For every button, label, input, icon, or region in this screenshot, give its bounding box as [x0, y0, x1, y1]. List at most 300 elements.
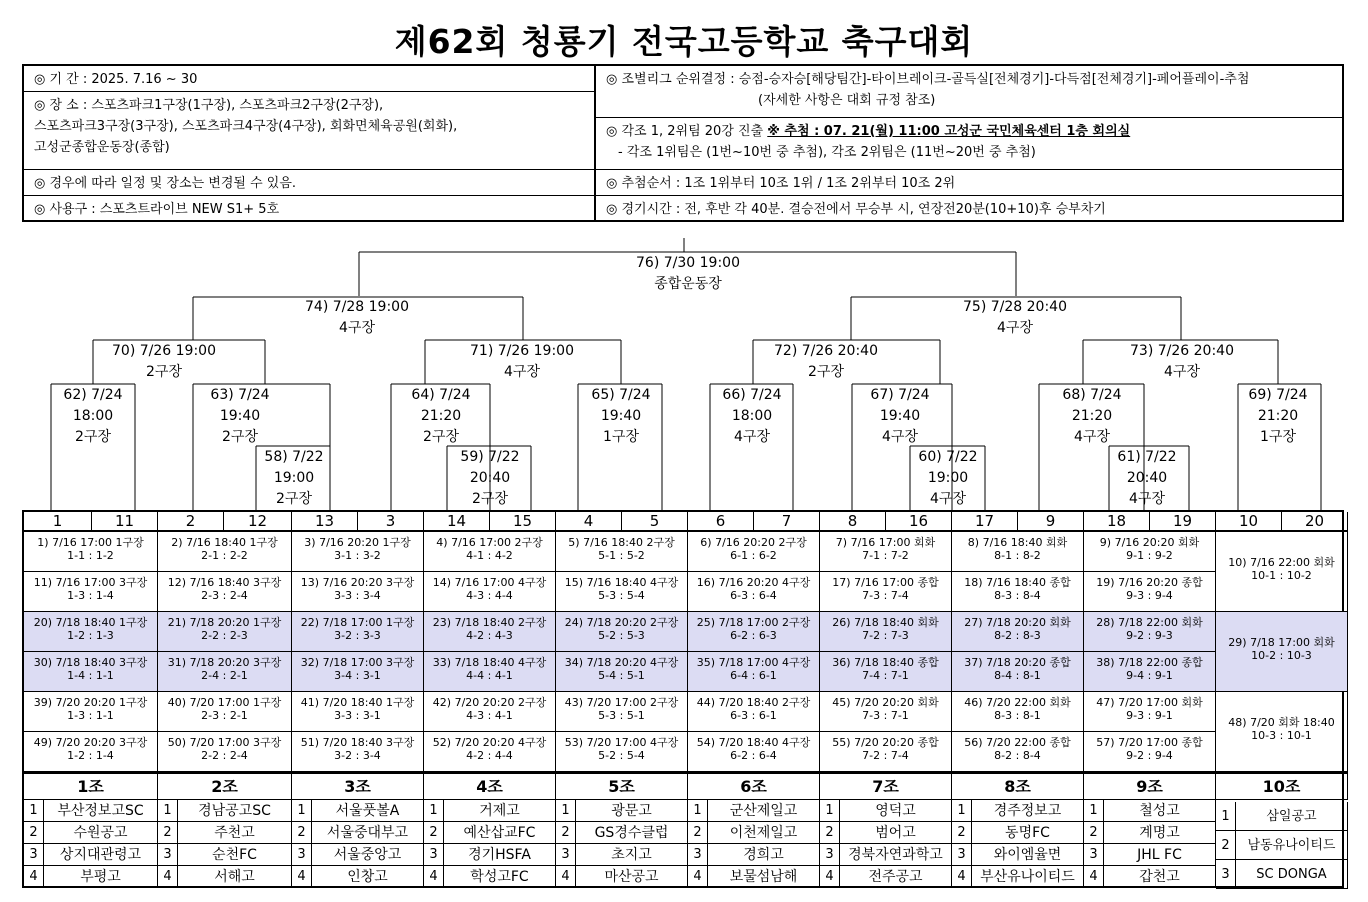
r16-label-6-line1: 67) 7/24	[870, 387, 930, 403]
r16-label-7-line3: 4구장	[1074, 429, 1110, 445]
team-name-text: 서해고	[214, 869, 255, 885]
team-index: 3	[292, 844, 312, 866]
match-teams: 5-4 : 5-1	[598, 669, 645, 682]
match-teams: 4-2 : 4-3	[466, 629, 513, 642]
match-info: 27) 7/18 20:20 회화	[964, 616, 1071, 629]
team-index: 4	[556, 866, 576, 888]
final-label-line2: 종합운동장	[654, 276, 722, 292]
info-advance-line1	[606, 121, 1332, 142]
match-cell	[556, 572, 688, 612]
semi-left-label-line1: 74) 7/28 19:00	[305, 299, 409, 315]
slot-number-text: 15	[512, 512, 533, 530]
match-info: 30) 7/18 18:40 3구장	[33, 656, 148, 669]
group-name: 4조	[476, 777, 503, 796]
team-name	[1236, 802, 1348, 831]
r16-label-4-line3: 1구장	[603, 429, 639, 445]
bracket-slot-number	[358, 512, 424, 532]
match-cell	[424, 532, 556, 572]
team-index: 4	[292, 866, 312, 888]
slot-number-text: 17	[974, 512, 995, 530]
match-info: 15) 7/16 18:40 4구장	[564, 576, 679, 589]
match-info: 48) 7/20 회화 18:40	[1228, 716, 1335, 729]
match-teams: 2-1 : 2-2	[201, 549, 248, 562]
team-name	[444, 844, 556, 866]
group-header	[158, 772, 292, 800]
team-name-text: 거제고	[479, 803, 520, 819]
team-index: 3	[556, 844, 576, 866]
bracket-slot-number	[886, 512, 952, 532]
match-info: 42) 7/20 20:20 2구장	[432, 696, 547, 709]
quarter-label-4-line2: 4구장	[1164, 364, 1200, 380]
team-name-text: 마산공고	[604, 869, 659, 885]
team-name	[1236, 831, 1348, 860]
team-name	[1236, 860, 1348, 889]
match-teams: 3-3 : 3-1	[334, 709, 381, 722]
match-info: 22) 7/18 17:00 1구장	[300, 616, 415, 629]
match-teams: 5-3 : 5-1	[598, 709, 645, 722]
bracket-slot-number	[754, 512, 820, 532]
match-info: 37) 7/18 20:20 종합	[964, 656, 1071, 669]
team-index: 3	[424, 844, 444, 866]
slot-number-text: 14	[446, 512, 467, 530]
match-cell	[24, 652, 158, 692]
match-cell	[820, 652, 952, 692]
team-name-text: 서울중앙고	[333, 847, 402, 863]
match-teams: 6-3 : 6-4	[730, 589, 777, 602]
team-name-text: 동명FC	[1005, 825, 1050, 841]
r16-label-3-line2: 21:20	[420, 408, 462, 424]
team-name-text: JHL FC	[1137, 847, 1182, 863]
match-cell	[952, 572, 1084, 612]
match-cell	[158, 692, 292, 732]
match-cell	[24, 532, 158, 572]
team-name-text: 군산제일고	[729, 803, 798, 819]
r20-label-2-line1: 59) 7/22	[460, 449, 520, 465]
team-index: 1	[158, 800, 178, 822]
group-header	[820, 772, 952, 800]
slot-number-text: 19	[1172, 512, 1193, 530]
match-info: 45) 7/20 20:20 회화	[832, 696, 939, 709]
match-cell	[1084, 612, 1216, 652]
r16-label-3-line3: 2구장	[423, 429, 459, 445]
final-label-line1: 76) 7/30 19:00	[636, 255, 740, 271]
match-cell	[952, 732, 1084, 772]
r16-label-1-line2: 18:00	[72, 408, 114, 424]
match-cell	[556, 652, 688, 692]
slot-number-text: 11	[114, 512, 135, 530]
team-index: 2	[24, 822, 44, 844]
group-header	[24, 772, 158, 800]
group-header	[292, 772, 424, 800]
match-info: 36) 7/18 18:40 종합	[832, 656, 939, 669]
bracket-slot-number	[224, 512, 292, 532]
team-index: 2	[158, 822, 178, 844]
match-teams: 4-4 : 4-1	[466, 669, 513, 682]
slot-number-text: 3	[385, 512, 396, 530]
team-index: 1	[292, 800, 312, 822]
team-name-text: 서울풋볼A	[335, 803, 400, 819]
group-name: 7조	[872, 777, 899, 796]
team-name	[576, 844, 688, 866]
match-info: 20) 7/18 18:40 1구장	[33, 616, 148, 629]
quarter-label-4-line1: 73) 7/26 20:40	[1130, 343, 1234, 359]
team-name-text: 수원공고	[73, 825, 128, 841]
match-cell	[688, 612, 820, 652]
r20-label-3-line1: 60) 7/22	[918, 449, 978, 465]
team-name	[1104, 800, 1216, 822]
team-name-text: 범어고	[875, 825, 916, 841]
match-teams: 9-3 : 9-4	[1126, 589, 1173, 602]
team-index: 3	[158, 844, 178, 866]
match-teams: 7-3 : 7-1	[862, 709, 909, 722]
team-name	[44, 844, 158, 866]
match-cell	[1084, 572, 1216, 612]
match-info: 47) 7/20 17:00 회화	[1096, 696, 1203, 709]
match-info: 7) 7/16 17:00 회화	[835, 536, 936, 549]
slot-number-text: 9	[1045, 512, 1056, 530]
bracket-slot-number	[24, 512, 92, 532]
team-index: 2	[952, 822, 972, 844]
match-cell	[1084, 692, 1216, 732]
group-header	[952, 772, 1084, 800]
team-index: 1	[1216, 802, 1236, 831]
team-name	[444, 800, 556, 822]
info-advance-text: ◎ 각조 1, 2위팀 20강 진출	[606, 124, 768, 139]
team-name-text: 부산정보고SC	[57, 803, 144, 819]
slot-number-text: 7	[781, 512, 792, 530]
match-info: 10) 7/16 22:00 회화	[1228, 556, 1335, 569]
semi-right-label-line2: 4구장	[997, 320, 1033, 336]
match-info: 31) 7/18 20:20 3구장	[167, 656, 282, 669]
match-cell	[158, 652, 292, 692]
match-cell	[292, 612, 424, 652]
match-teams: 9-2 : 9-3	[1126, 629, 1173, 642]
team-index: 4	[688, 866, 708, 888]
match-cell	[820, 692, 952, 732]
info-venue-line2: 스포츠파크3구장(3구장), 스포츠파크4구장(4구장), 회화면체육공원(회화),	[34, 119, 458, 134]
team-index: 4	[24, 866, 44, 888]
match-info: 28) 7/18 22:00 회화	[1096, 616, 1203, 629]
match-teams: 4-3 : 4-1	[466, 709, 513, 722]
match-info: 57) 7/20 17:00 종합	[1096, 736, 1203, 749]
match-cell	[820, 732, 952, 772]
match-teams: 2-2 : 2-4	[201, 749, 248, 762]
team-index: 2	[556, 822, 576, 844]
team-name-text: 영덕고	[875, 803, 916, 819]
match-cell	[24, 612, 158, 652]
match-cell	[292, 732, 424, 772]
match-teams: 8-3 : 8-4	[994, 589, 1041, 602]
team-index: 4	[424, 866, 444, 888]
match-cell	[688, 652, 820, 692]
semi-right-label-line1: 75) 7/28 20:40	[963, 299, 1067, 315]
match-teams: 6-3 : 6-1	[730, 709, 777, 722]
match-teams: 8-2 : 8-4	[994, 749, 1041, 762]
team-index: 2	[1216, 831, 1236, 860]
team-index: 2	[292, 822, 312, 844]
match-info: 44) 7/20 18:40 2구장	[696, 696, 811, 709]
bracket-slot-number	[1150, 512, 1216, 532]
tournament-bracket	[0, 232, 1368, 512]
r16-label-8-line3: 1구장	[1260, 429, 1296, 445]
team-name-text: 서울중대부고	[326, 825, 409, 841]
slot-number-text: 2	[185, 512, 196, 530]
info-match-time: ◎ 경기시간 : 전, 후반 각 40분. 결승전에서 무승부 시, 연장전20분(10+10)후 승부차기	[606, 202, 1106, 217]
group-name: 9조	[1136, 777, 1163, 796]
team-index: 1	[952, 800, 972, 822]
r16-label-2-line2: 19:40	[219, 408, 261, 424]
match-teams: 3-2 : 3-3	[334, 629, 381, 642]
match-cell	[24, 572, 158, 612]
r16-label-5-line2: 18:00	[731, 408, 773, 424]
match-info: 13) 7/16 20:20 3구장	[300, 576, 415, 589]
info-venue-line3: 고성군종합운동장(종합)	[34, 140, 170, 155]
match-teams: 1-2 : 1-3	[67, 629, 114, 642]
match-cell	[292, 692, 424, 732]
team-name-text: 예산삽교FC	[463, 825, 536, 841]
match-teams: 7-2 : 7-4	[862, 749, 909, 762]
team-name	[576, 800, 688, 822]
team-name-text: 경기HSFA	[468, 847, 531, 863]
match-info: 54) 7/20 18:40 4구장	[696, 736, 811, 749]
match-cell	[556, 532, 688, 572]
match-info: 17) 7/16 17:00 종합	[832, 576, 939, 589]
team-name	[312, 800, 424, 822]
info-right-column	[596, 66, 1342, 220]
r16-label-4-line1: 65) 7/24	[591, 387, 651, 403]
match-cell	[688, 732, 820, 772]
team-name	[1104, 866, 1216, 888]
quarter-label-2-line1: 71) 7/26 19:00	[470, 343, 574, 359]
r16-label-6-line2: 19:40	[879, 408, 921, 424]
match-teams: 7-1 : 7-2	[862, 549, 909, 562]
team-name-text: 광문고	[611, 803, 652, 819]
match-teams: 7-2 : 7-3	[862, 629, 909, 642]
team-name	[576, 822, 688, 844]
group-header	[1216, 772, 1348, 800]
quarter-label-2-line2: 4구장	[504, 364, 540, 380]
match-info: 26) 7/18 18:40 회화	[832, 616, 939, 629]
team-name-text: 상지대관령고	[59, 847, 142, 863]
slot-number-text: 5	[649, 512, 660, 530]
match-teams: 9-2 : 9-4	[1126, 749, 1173, 762]
match-info: 11) 7/16 17:00 3구장	[33, 576, 148, 589]
team-index: 1	[1084, 800, 1104, 822]
team-name	[708, 866, 820, 888]
match-teams: 1-3 : 1-1	[67, 709, 114, 722]
r16-label-8-line1: 69) 7/24	[1248, 387, 1308, 403]
match-cell	[24, 732, 158, 772]
team-name	[708, 822, 820, 844]
team-index: 3	[24, 844, 44, 866]
bracket-slot-number	[158, 512, 224, 532]
match-cell	[158, 532, 292, 572]
team-name-text: 경남공고SC	[198, 803, 271, 819]
team-name	[972, 822, 1084, 844]
match-cell	[1216, 532, 1348, 612]
team-name-text: 경주정보고	[993, 803, 1062, 819]
match-teams: 9-4 : 9-1	[1126, 669, 1173, 682]
bracket-slot-number	[92, 512, 158, 532]
semi-left-label-line2: 4구장	[339, 320, 375, 336]
info-ball: ◎ 사용구 : 스포츠트라이브 NEW S1+ 5호	[34, 202, 280, 217]
team-name-text: 주천고	[214, 825, 255, 841]
match-teams: 9-1 : 9-2	[1126, 549, 1173, 562]
match-info: 49) 7/20 20:20 3구장	[33, 736, 148, 749]
team-name	[1104, 822, 1216, 844]
info-venue-line1: ◎ 장 소 : 스포츠파크1구장(1구장), 스포츠파크2구장(2구장),	[34, 98, 384, 113]
team-name	[444, 822, 556, 844]
slot-number-text: 18	[1106, 512, 1127, 530]
bracket-slot-number	[820, 512, 886, 532]
r16-label-2-line1: 63) 7/24	[210, 387, 270, 403]
slot-number-text: 20	[1304, 512, 1325, 530]
match-info: 23) 7/18 18:40 2구장	[432, 616, 547, 629]
team-name	[840, 800, 952, 822]
team-name-text: 인창고	[347, 869, 388, 885]
group-name: 6조	[740, 777, 767, 796]
match-info: 1) 7/16 17:00 1구장	[37, 536, 144, 549]
match-info: 52) 7/20 20:20 4구장	[432, 736, 547, 749]
match-teams: 8-3 : 8-1	[994, 709, 1041, 722]
team-index: 3	[820, 844, 840, 866]
team-name	[178, 844, 292, 866]
r16-label-5-line3: 4구장	[734, 429, 770, 445]
match-info: 51) 7/20 18:40 3구장	[300, 736, 415, 749]
team-name	[178, 822, 292, 844]
match-info: 5) 7/16 18:40 2구장	[568, 536, 675, 549]
match-teams: 3-2 : 3-4	[334, 749, 381, 762]
match-info: 50) 7/20 17:00 3구장	[167, 736, 282, 749]
match-teams: 5-1 : 5-2	[598, 549, 645, 562]
match-cell	[820, 612, 952, 652]
match-info: 32) 7/18 17:00 3구장	[300, 656, 415, 669]
team-index: 2	[820, 822, 840, 844]
match-cell	[424, 572, 556, 612]
team-name	[312, 822, 424, 844]
match-teams: 2-4 : 2-1	[201, 669, 248, 682]
match-info: 38) 7/18 22:00 종합	[1096, 656, 1203, 669]
match-teams: 6-2 : 6-4	[730, 749, 777, 762]
team-name	[840, 822, 952, 844]
group-header	[1084, 772, 1216, 800]
team-name	[44, 822, 158, 844]
match-cell	[556, 692, 688, 732]
info-advance	[596, 118, 1342, 170]
group-name: 10조	[1262, 777, 1301, 796]
group-name: 2조	[211, 777, 238, 796]
match-teams: 7-3 : 7-4	[862, 589, 909, 602]
match-teams: 5-3 : 5-4	[598, 589, 645, 602]
team-name-text: 경북자연과학고	[848, 847, 943, 863]
team-name-text: SC DONGA	[1256, 867, 1327, 882]
team-name-text: 전주공고	[868, 869, 923, 885]
match-info: 53) 7/20 17:00 4구장	[564, 736, 679, 749]
match-cell	[952, 532, 1084, 572]
team-index: 2	[424, 822, 444, 844]
team-name	[972, 866, 1084, 888]
match-info: 6) 7/16 20:20 2구장	[700, 536, 807, 549]
team-index: 1	[820, 800, 840, 822]
info-advance-line2: - 각조 1위팀은 (1번~10번 중 추첨), 각조 2위팀은 (11번~20번 중 추첨)	[618, 145, 1036, 160]
r20-label-1-line1: 58) 7/22	[264, 449, 324, 465]
match-teams: 10-2 : 10-3	[1251, 649, 1312, 662]
bracket-slot-number	[1084, 512, 1150, 532]
group-name: 5조	[608, 777, 635, 796]
bracket-slot-number	[292, 512, 358, 532]
match-teams: 9-3 : 9-1	[1126, 709, 1173, 722]
match-teams: 2-2 : 2-3	[201, 629, 248, 642]
team-index: 3	[1216, 860, 1236, 889]
match-teams: 1-2 : 1-4	[67, 749, 114, 762]
match-info: 46) 7/20 22:00 회화	[964, 696, 1071, 709]
match-cell	[820, 572, 952, 612]
quarter-label-3-line2: 2구장	[808, 364, 844, 380]
match-info: 25) 7/18 17:00 2구장	[696, 616, 811, 629]
match-info: 24) 7/18 20:20 2구장	[564, 616, 679, 629]
match-teams: 1-4 : 1-1	[67, 669, 114, 682]
team-index: 4	[952, 866, 972, 888]
team-name	[178, 866, 292, 888]
match-teams: 1-1 : 1-2	[67, 549, 114, 562]
r16-label-8-line2: 21:20	[1257, 408, 1299, 424]
match-info: 21) 7/18 20:20 1구장	[167, 616, 282, 629]
match-info: 12) 7/16 18:40 3구장	[167, 576, 282, 589]
match-cell	[158, 612, 292, 652]
team-index: 4	[158, 866, 178, 888]
match-cell	[292, 572, 424, 612]
group-header	[688, 772, 820, 800]
match-cell	[1216, 612, 1348, 692]
match-info: 43) 7/20 17:00 2구장	[564, 696, 679, 709]
team-name	[1104, 844, 1216, 866]
team-index: 1	[688, 800, 708, 822]
r20-label-4-line2: 20:40	[1126, 470, 1168, 486]
match-cell	[1084, 532, 1216, 572]
r16-label-6-line3: 4구장	[882, 429, 918, 445]
r20-label-2-line2: 20:40	[469, 470, 511, 486]
team-index: 3	[688, 844, 708, 866]
team-name	[840, 844, 952, 866]
match-teams: 4-2 : 4-4	[466, 749, 513, 762]
match-teams: 3-4 : 3-1	[334, 669, 381, 682]
team-name-text: 계명고	[1139, 825, 1180, 841]
team-name	[708, 800, 820, 822]
match-info: 9) 7/16 20:20 회화	[1099, 536, 1200, 549]
info-ranking-line2: (자세한 사항은 대회 규정 참조)	[758, 93, 936, 108]
match-cell	[424, 732, 556, 772]
team-name	[312, 844, 424, 866]
team-index: 3	[952, 844, 972, 866]
match-teams: 2-3 : 2-1	[201, 709, 248, 722]
team-name	[840, 866, 952, 888]
match-teams: 5-2 : 5-3	[598, 629, 645, 642]
match-cell	[688, 572, 820, 612]
r20-label-1-line2: 19:00	[273, 470, 315, 486]
slot-number-text: 16	[908, 512, 929, 530]
r16-label-2-line3: 2구장	[222, 429, 258, 445]
quarter-label-3-line1: 72) 7/26 20:40	[774, 343, 878, 359]
match-cell	[688, 532, 820, 572]
team-name	[972, 800, 1084, 822]
match-teams: 3-1 : 3-2	[334, 549, 381, 562]
team-index: 4	[1084, 866, 1104, 888]
team-name-text: 갑천고	[1139, 869, 1180, 885]
bracket-slot-number	[556, 512, 622, 532]
info-draw-order: ◎ 추첨순서 : 1조 1위부터 10조 1위 / 1조 2위부터 10조 2위	[596, 170, 1342, 196]
match-info: 18) 7/16 18:40 종합	[964, 576, 1071, 589]
match-teams: 8-2 : 8-3	[994, 629, 1041, 642]
